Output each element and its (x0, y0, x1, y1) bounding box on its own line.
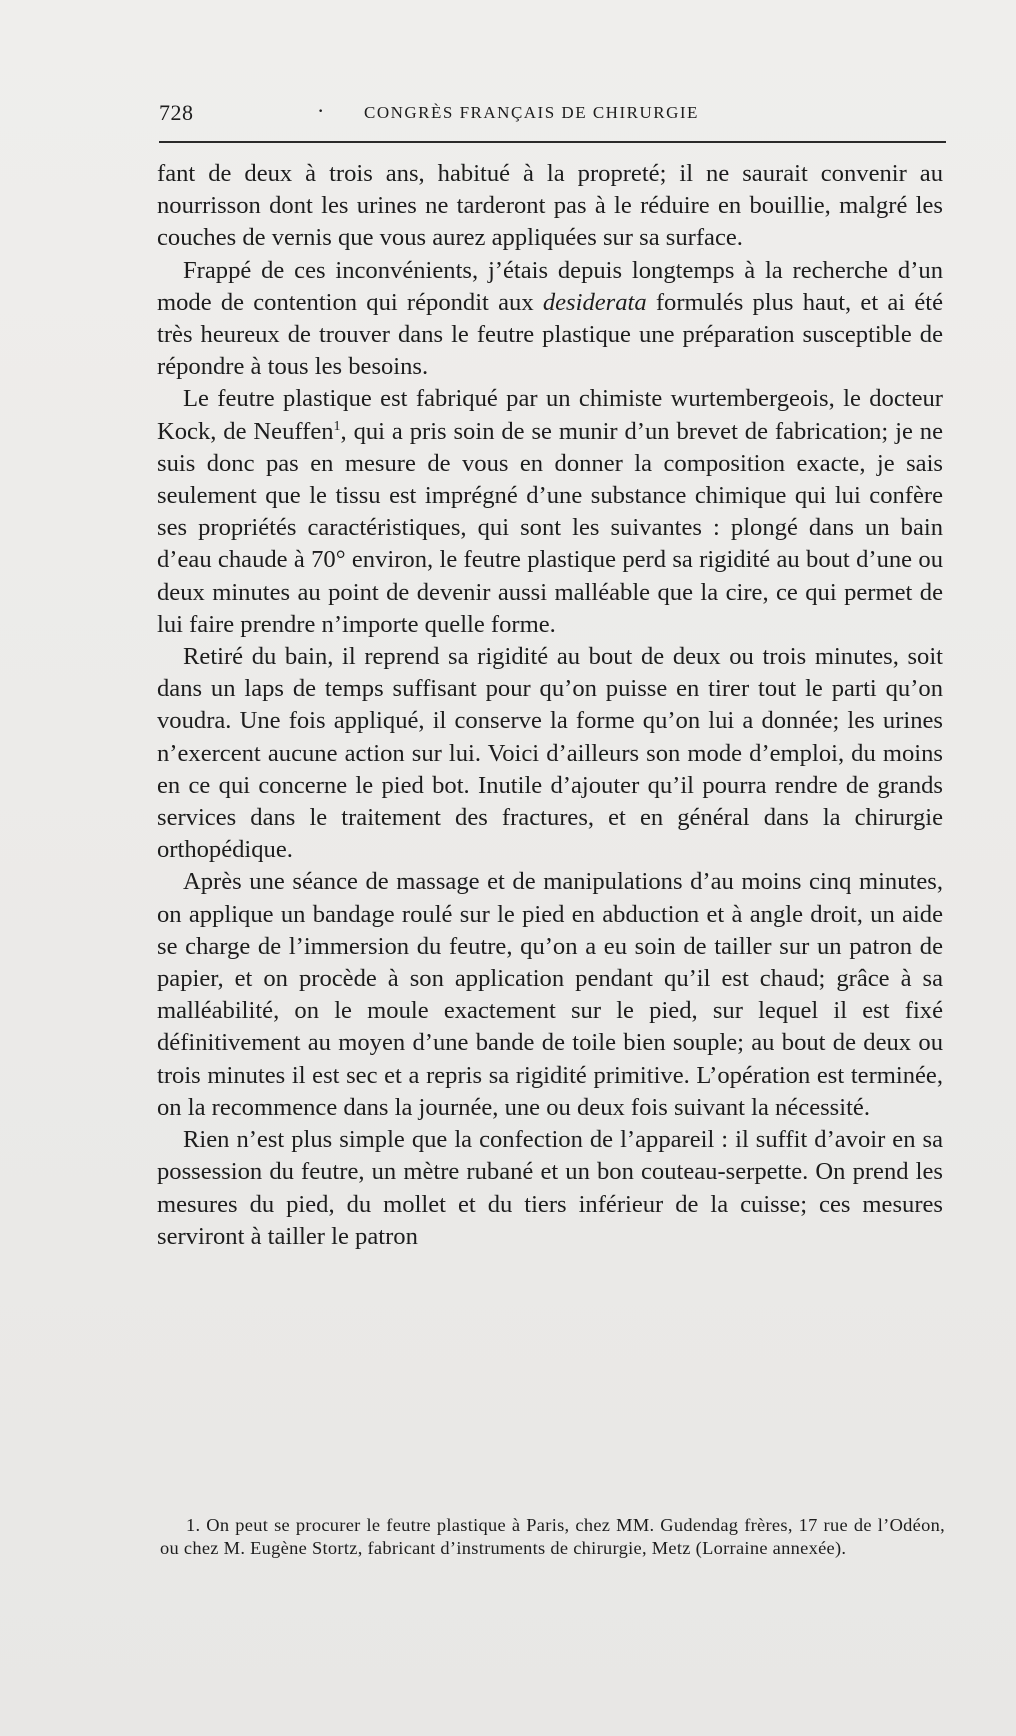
paragraph-2 (157, 255, 943, 384)
paragraph-3-text-a: Le feutre plastique est fabriqué par un chimiste wurtembergeois, le docteur Kock, de Neuffen (157, 385, 943, 445)
paragraph-3-text-b: , qui a pris soin de se munir d’un brevet de fabrication; je ne suis donc pas en mesure de vous en donner la composition exacte, je sais seulement que le tissu est imprégné d’une substance chimique qui lui confère ses propriétés caractéristiques, qui sont les suivantes : plongé dans un bain d’eau chaude à 70° environ, le feutre plastique perd sa rigidité au bout d’une ou deux minutes au point de devenir aussi malléable que la cire, ce qui permet de lui faire prendre n’importe quelle forme. (157, 417, 943, 638)
page-number: 728 (159, 100, 194, 125)
paragraph-2-text-a: Frappé de ces inconvénients, j’étais depuis longtemps à la recherche d’un mode de contention qui répondit aux (157, 256, 943, 316)
footnotes (160, 1514, 945, 1559)
paragraph-5: Après une séance de massage et de manipulations d’au moins cinq minutes, on applique un bandage roulé sur le pied en abduction et à angle droit, un aide se charge de l’immersion du feutre, qu’on a eu soin de tailler sur un patron de papier, et on procède à son application pendant qu’il est chaud; grâce à sa malléabilité, on le moule exactement sur le pied, sur lequel il est fixé définitivement au moyen d’une bande de toile bien souple; au bout de deux ou trois minutes il est sec et a repris sa rigidité primitive. L’opération est terminée, on la recommence dans la journée, une ou deux fois suivant la nécessité. (157, 868, 943, 1121)
paragraph-3 (157, 383, 943, 641)
main-text (157, 158, 943, 1253)
header-separator-dot: · (317, 98, 325, 123)
footnote-1: 1. On peut se procurer le feutre plastique à Paris, chez MM. Gudendag frères, 17 rue de l’Odéon, ou chez M. Eugène Stortz, fabricant d’instruments de chirurgie, Metz (Lorraine annexée). (160, 1515, 945, 1558)
paragraph-6: Rien n’est plus simple que la confection de l’appareil : il suffit d’avoir en sa possession du feutre, un mètre rubané et un bon couteau-serpette. On prend les mesures du pied, du mollet et du tiers inférieur de la cuisse; ces mesures serviront à tailler le patron (157, 1126, 943, 1250)
running-header (159, 100, 944, 128)
running-title: CONGRÈS FRANÇAIS DE CHIRURGIE (364, 103, 699, 122)
footnote-marker[interactable]: 1 (333, 418, 341, 434)
header-rule (159, 141, 946, 143)
paragraph-2-text-b: formulés plus haut, et ai été très heureux de trouver dans le feutre plastique une préparation susceptible de répondre à tous les besoins. (157, 288, 943, 381)
paragraph-2-italic: desiderata (542, 288, 647, 316)
paragraph-4: Retiré du bain, il reprend sa rigidité au bout de deux ou trois minutes, soit dans un laps de temps suffisant pour qu’on puisse en tirer tout le parti qu’on voudra. Une fois appliqué, il conserve la forme qu’on lui a donnée; les urines n’exercent aucune action sur lui. Voici d’ailleurs son mode d’emploi, du moins en ce qui concerne le pied bot. Inutile d’ajouter qu’il pourra rendre de grands services dans le traitement des fractures, et en général dans la chirurgie orthopédique. (157, 643, 943, 864)
paragraph-1: fant de deux à trois ans, habitué à la propreté; il ne saurait convenir au nourrisson dont les urines ne tarderont pas à le réduire en bouillie, malgré les couches de vernis que vous aurez appliquées sur sa surface. (157, 160, 943, 252)
